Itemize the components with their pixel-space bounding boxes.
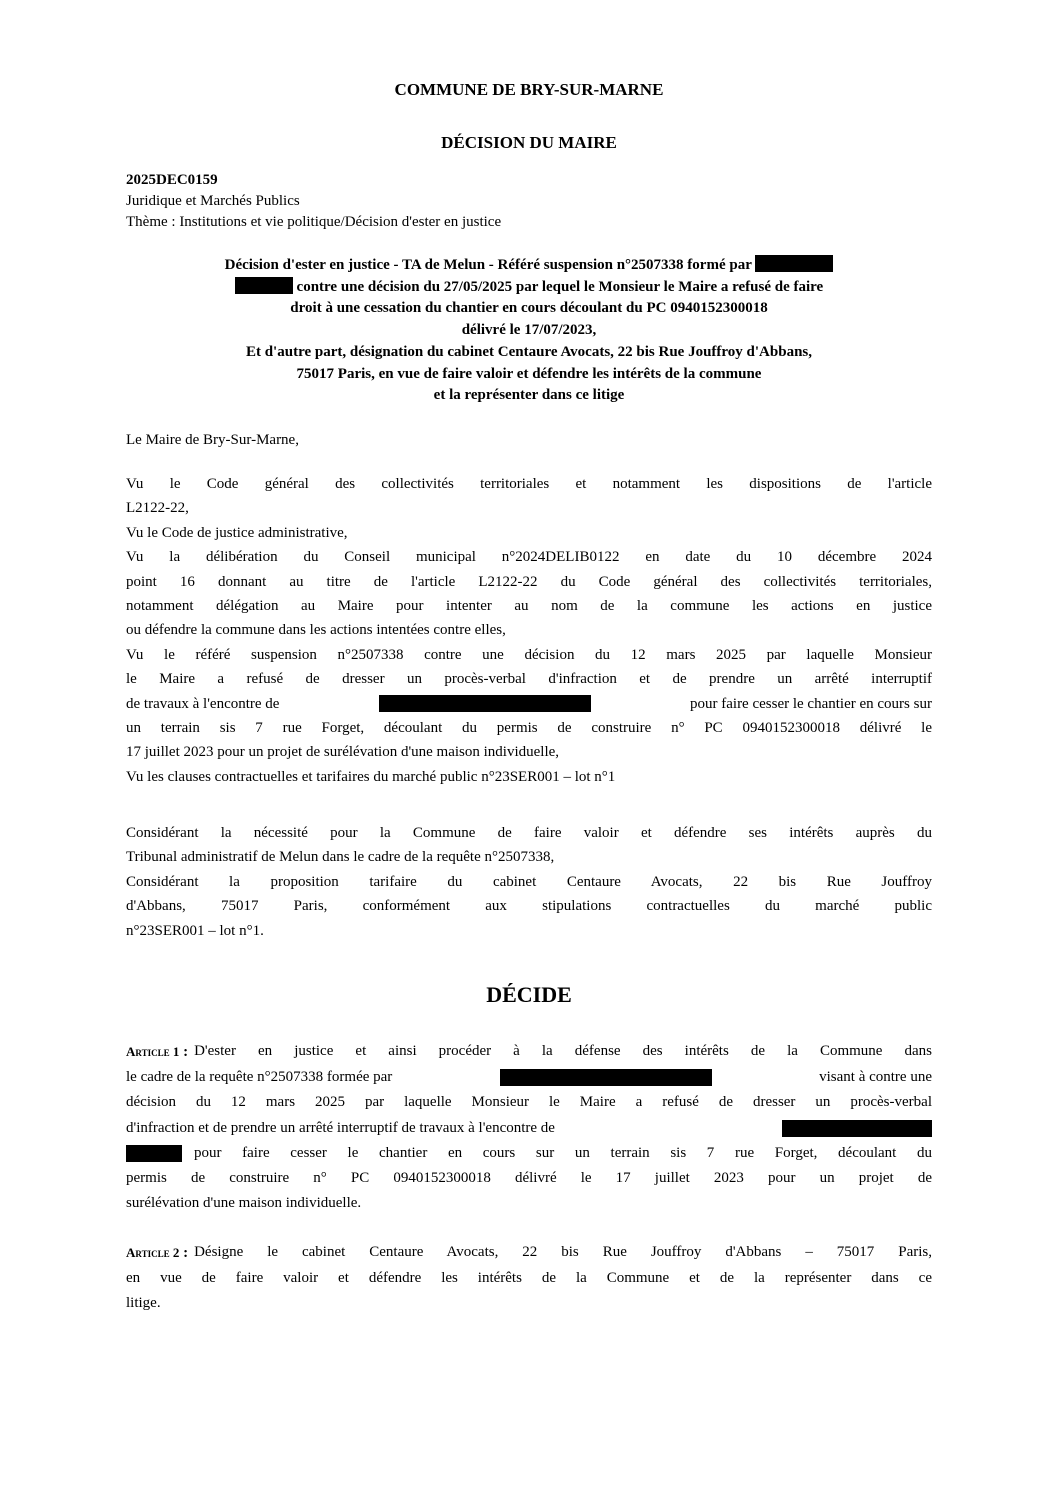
decision-subject [126,255,932,407]
theme-line: Thème : Institutions et vie politique/Décision d'ester en justice [126,214,502,230]
salutation: Le Maire de Bry-Sur-Marne, [126,432,299,448]
redaction-box [755,255,833,272]
subject-line-4: délivré le 17/07/2023, [461,322,597,339]
article-2-line: litige. [126,1295,161,1312]
decide-heading: DÉCIDE [486,982,572,1007]
considerant-line: Considérant la nécessité pour la Commune de faire valoir et défendre ses intérêts auprès du [126,825,932,841]
considerant-line: Tribunal administratif de Melun dans le cadre de la requête n°2507338, [126,849,555,866]
redaction-box [126,1145,182,1162]
article-1-line-1: Article 1 : D'ester en justice et ainsi procéder à la défense des intérêts de la Commune dans [126,1043,932,1060]
article-2 [126,1240,932,1317]
article-1-line-4: d'infraction et de prendre un arrêté interruptif de travaux à l'encontre de [126,1116,932,1141]
considerants-section [126,821,932,943]
visa-line: L2122-22, [126,500,189,517]
visa-line: Vu le référé suspension n°2507338 contre une décision du 12 mars 2025 par laquelle Monsieur [126,646,932,663]
subject-line-3: droit à une cessation du chantier en cours découlant du PC 0940152300018 [290,300,768,317]
article-1-line: permis de construire n° PC 0940152300018 délivré le 17 juillet 2023 pour un projet de [126,1170,932,1187]
redaction-box [235,277,293,294]
subject-line-5: Et d'autre part, désignation du cabinet Centaure Avocats, 22 bis Rue Jouffroy d'Abbans, [245,343,813,360]
visa-line: point 16 donnant au titre de l'article L2122-22 du Code général des collectivités territoriales, [126,573,932,590]
article-1-line-2: le cadre de la requête n°2507338 formée par visant à contre une [126,1069,932,1086]
visa-line: Vu le Code de justice administrative, [126,524,348,541]
considerant-line: d'Abbans, 75017 Paris, conformément aux stipulations contractuelles du marché public [126,898,932,915]
visa-line: Vu les clauses contractuelles et tarifaires du marché public n°23SER001 – lot n°1 [126,768,616,785]
article-2-label: Article 2 [126,1245,180,1260]
article-1-label: Article 1 [126,1044,180,1059]
redaction-box [379,695,591,712]
considerant-line: n°23SER001 – lot n°1. [126,922,264,939]
visa-line: notamment délégation au Maire pour intenter au nom de la commune les actions en justice [126,598,932,615]
service-name: Juridique et Marchés Publics [126,193,300,209]
article-1-line-5: pour faire cesser le chantier en cours sur un terrain sis 7 rue Forget, découlant du [126,1141,932,1166]
visa-line: Vu la délibération du Conseil municipal n°2024DELIB0122 en date du 10 décembre 2024 [126,549,932,566]
commune-heading: COMMUNE DE BRY-SUR-MARNE [394,80,664,99]
visa-line: Vu le Code général des collectivités territoriales et notamment les dispositions de l'article [126,476,932,492]
visas-section [126,472,932,789]
article-1 [126,1039,932,1216]
considerant-line: Considérant la proposition tarifaire du cabinet Centaure Avocats, 22 bis Rue Jouffroy [126,873,932,890]
subject-line-1: Décision d'ester en justice - TA de Melun - Référé suspension n°2507338 formé par [126,255,932,277]
visa-line: un terrain sis 7 rue Forget, découlant du permis de construire n° PC 0940152300018 délivré le [126,720,932,737]
article-2-line: en vue de faire valoir et défendre les intérêts de la Commune et de la représenter dans ce [126,1270,932,1287]
visa-line-redacted: de travaux à l'encontre de pour faire cesser le chantier en cours sur [126,695,932,712]
redaction-box [782,1120,932,1137]
decision-reference: 2025DEC0159 [126,172,218,188]
visa-line: 17 juillet 2023 pour un projet de surélévation d'une maison individuelle, [126,744,560,761]
decision-title: DÉCISION DU MAIRE [441,133,617,152]
visa-line: le Maire a refusé de dresser un procès-verbal d'infraction et de prendre un arrêté interruptif [126,671,932,688]
subject-line-2: contre une décision du 27/05/2025 par lequel le Monsieur le Maire a refusé de faire [126,277,932,299]
article-1-line: décision du 12 mars 2025 par laquelle Monsieur le Maire a refusé de dresser un procès-verbal [126,1094,932,1111]
subject-line-6: 75017 Paris, en vue de faire valoir et défendre les intérêts de la commune [296,365,762,382]
visa-line: ou défendre la commune dans les actions intentées contre elles, [126,622,506,639]
subject-line-7: et la représenter dans ce litige [433,387,625,404]
article-1-line: surélévation d'une maison individuelle. [126,1195,362,1212]
redaction-box [500,1069,712,1086]
article-2-line-1: Article 2 : Désigne le cabinet Centaure Avocats, 22 bis Rue Jouffroy d'Abbans – 75017 Paris, [126,1244,932,1261]
